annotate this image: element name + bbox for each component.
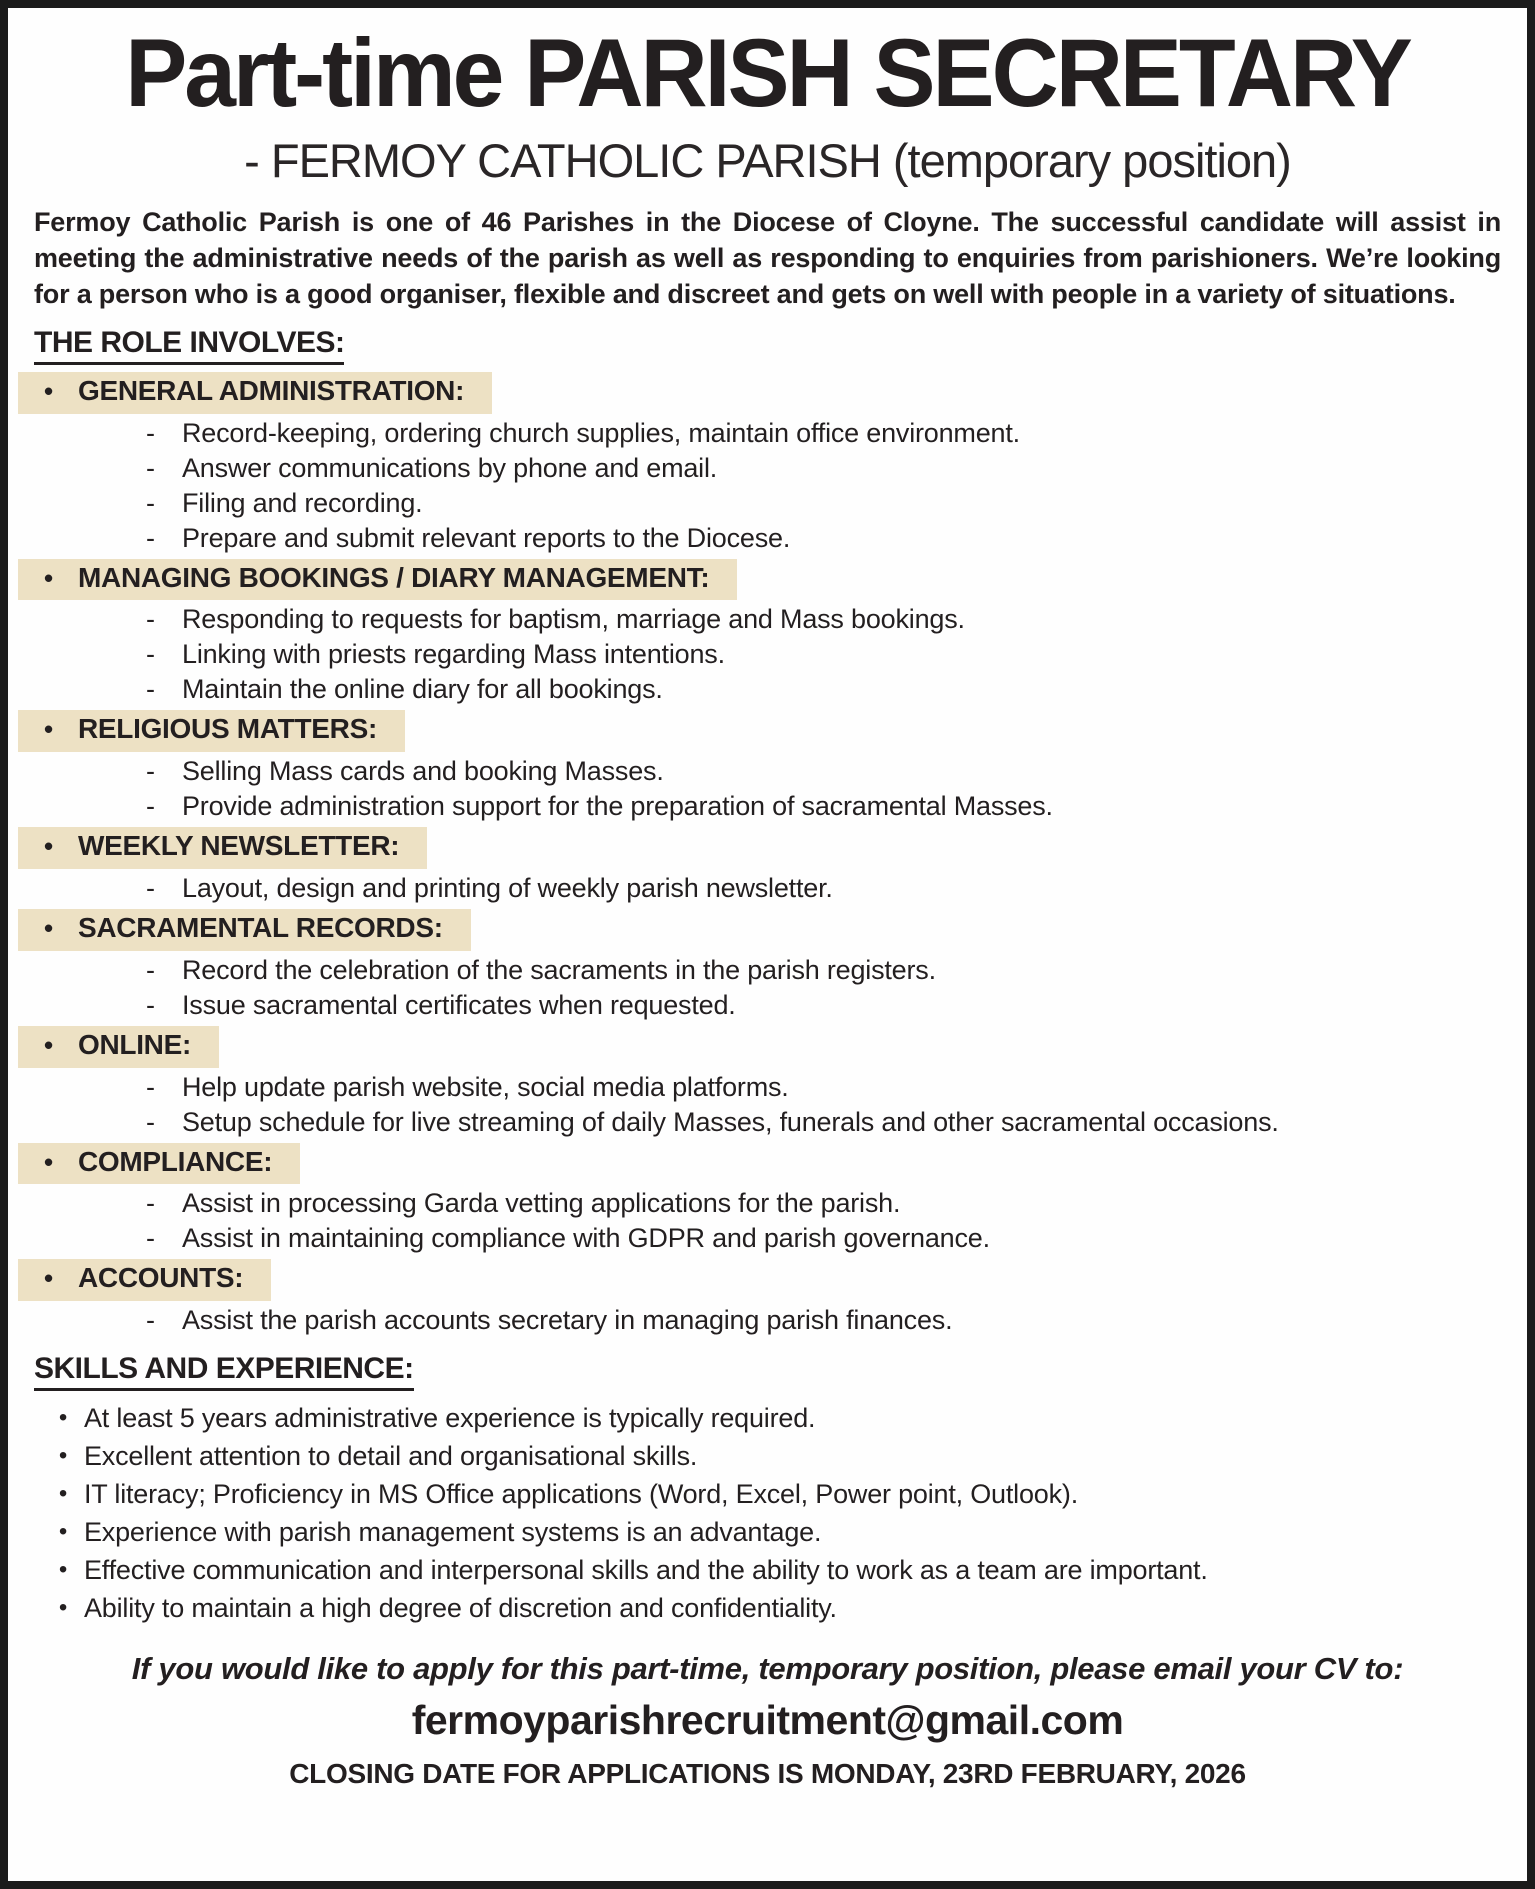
dash-icon: -	[146, 989, 155, 1020]
bullet-icon: •	[44, 1146, 53, 1177]
role-subitem	[146, 602, 1501, 637]
role-subitem	[146, 754, 1501, 789]
footer	[34, 1651, 1501, 1790]
dash-icon: -	[146, 674, 155, 705]
bullet-icon: •	[58, 1518, 68, 1546]
role-subitem	[146, 637, 1501, 672]
skills-item-text: Ability to maintain a high degree of discretion and confidentiality.	[84, 1593, 837, 1624]
bullet-icon: •	[58, 1556, 68, 1584]
role-section-label: GENERAL ADMINISTRATION:	[78, 374, 465, 406]
role-subitem-text: Record-keeping, ordering church supplies, maintain office environment.	[182, 417, 1020, 448]
dash-icon: -	[146, 1188, 155, 1219]
dash-icon: -	[146, 522, 155, 553]
role-section-label: COMPLIANCE:	[78, 1145, 273, 1177]
skills-item-text: Experience with parish management systems is an advantage.	[84, 1517, 822, 1548]
dash-icon: -	[146, 1106, 155, 1137]
bullet-icon: •	[44, 913, 53, 944]
page-title: Part-time PARISH SECRETARY	[125, 18, 1410, 127]
role-section-heading	[18, 1143, 300, 1185]
dash-icon: -	[146, 417, 155, 448]
bullet-icon: •	[44, 1029, 53, 1060]
dash-icon: -	[146, 1223, 155, 1254]
skills-item-text: Excellent attention to detail and organisational skills.	[84, 1441, 698, 1472]
role-subitem	[146, 1070, 1501, 1105]
dash-icon: -	[146, 1071, 155, 1102]
role-subitem	[146, 871, 1501, 906]
dash-icon: -	[146, 1305, 155, 1336]
application-email: fermoyparishrecruitment@gmail.com	[411, 1697, 1124, 1744]
role-section-label: MANAGING BOOKINGS / DIARY MANAGEMENT:	[78, 561, 710, 593]
role-subitem-text: Linking with priests regarding Mass intentions.	[182, 639, 725, 670]
dash-icon: -	[146, 756, 155, 787]
role-section-heading	[18, 1026, 219, 1068]
apply-instruction: If you would like to apply for this part-time, temporary position, please email your CV to:	[131, 1651, 1404, 1687]
skills-item	[42, 1399, 1501, 1437]
role-subitem-text: Layout, design and printing of weekly parish newsletter.	[182, 873, 833, 904]
role-subitem-text: Assist in maintaining compliance with GDPR and parish governance.	[182, 1223, 990, 1254]
bullet-icon: •	[44, 714, 53, 745]
skills-item-text: IT literacy; Proficiency in MS Office applications (Word, Excel, Power point, Outlook).	[84, 1479, 1078, 1510]
intro-paragraph: Fermoy Catholic Parish is one of 46 Parishes in the Diocese of Cloyne. The successful candidate will assist in meeting the administrative needs of the parish as well as responding to enquiries from parishioners. We’re looking for a person who is a good organiser, flexible and discreet and gets on well with people in a variety of situations.	[34, 206, 1501, 309]
role-subitem-text: Setup schedule for live streaming of daily Masses, funerals and other sacramental occasions.	[182, 1106, 1279, 1137]
role-section-label: RELIGIOUS MATTERS:	[78, 713, 377, 745]
role-subitem	[146, 416, 1501, 451]
bullet-icon: •	[44, 831, 53, 862]
role-subitem-text: Filing and recording.	[182, 487, 423, 518]
dash-icon: -	[146, 791, 155, 822]
role-section-heading	[18, 827, 427, 869]
bullet-icon: •	[44, 562, 53, 593]
role-subitem-text: Selling Mass cards and booking Masses.	[182, 756, 664, 787]
skills-item	[42, 1475, 1501, 1513]
role-subitem-text: Issue sacramental certificates when requested.	[182, 989, 736, 1020]
role-section-label: SACRAMENTAL RECORDS:	[78, 912, 443, 944]
role-subitem-text: Help update parish website, social media platforms.	[182, 1071, 789, 1102]
skills-item	[42, 1551, 1501, 1589]
role-subitem	[146, 451, 1501, 486]
role-section-heading	[18, 710, 405, 752]
dash-icon: -	[146, 873, 155, 904]
role-section-heading	[18, 372, 492, 414]
role-subitem	[146, 1105, 1501, 1140]
role-section-label: ONLINE:	[78, 1028, 192, 1060]
role-sections-list	[34, 369, 1501, 1338]
role-subitem-text: Prepare and submit relevant reports to the Diocese.	[182, 522, 791, 553]
bullet-icon: •	[58, 1442, 68, 1470]
skills-experience-heading: SKILLS AND EXPERIENCE:	[34, 1352, 414, 1391]
role-subitem-text: Provide administration support for the preparation of sacramental Masses.	[182, 791, 1053, 822]
role-section-label: WEEKLY NEWSLETTER:	[78, 830, 400, 862]
skills-list	[34, 1399, 1501, 1627]
skills-item	[42, 1437, 1501, 1475]
dash-icon: -	[146, 639, 155, 670]
role-section-heading	[18, 1259, 271, 1301]
role-subitem	[146, 1186, 1501, 1221]
bullet-icon: •	[58, 1480, 68, 1508]
dash-icon: -	[146, 452, 155, 483]
role-subitem	[146, 789, 1501, 824]
bullet-icon: •	[44, 1263, 53, 1294]
skills-item-text: Effective communication and interpersonal skills and the ability to work as a team are important.	[84, 1555, 1208, 1586]
role-subitem	[146, 1303, 1501, 1338]
dash-icon: -	[146, 954, 155, 985]
page-subtitle: - FERMOY CATHOLIC PARISH (temporary position)	[244, 133, 1291, 187]
skills-item	[42, 1589, 1501, 1627]
bullet-icon: •	[44, 375, 53, 406]
role-subitem-text: Responding to requests for baptism, marriage and Mass bookings.	[182, 604, 965, 635]
role-subitem	[146, 486, 1501, 521]
closing-date: CLOSING DATE FOR APPLICATIONS IS MONDAY, 23RD FEBRUARY, 2026	[289, 1758, 1246, 1790]
bullet-icon: •	[58, 1594, 68, 1622]
dash-icon: -	[146, 604, 155, 635]
role-subitem-text: Record the celebration of the sacraments in the parish registers.	[182, 954, 936, 985]
skills-item-text: At least 5 years administrative experience is typically required.	[84, 1403, 816, 1434]
role-involves-heading: THE ROLE INVOLVES:	[34, 326, 344, 365]
role-subitem-text: Assist the parish accounts secretary in managing parish finances.	[182, 1305, 953, 1336]
bullet-icon: •	[58, 1404, 68, 1432]
role-section-heading	[18, 559, 737, 601]
role-subitem-text: Answer communications by phone and email.	[182, 452, 718, 483]
role-subitem	[146, 1221, 1501, 1256]
role-subitem	[146, 672, 1501, 707]
role-subitem	[146, 988, 1501, 1023]
role-section-label: ACCOUNTS:	[78, 1262, 244, 1294]
dash-icon: -	[146, 487, 155, 518]
role-subitem-text: Assist in processing Garda vetting applications for the parish.	[182, 1188, 901, 1219]
role-subitem-text: Maintain the online diary for all bookings.	[182, 674, 663, 705]
role-section-heading	[18, 909, 471, 951]
role-subitem	[146, 953, 1501, 988]
skills-item	[42, 1513, 1501, 1551]
role-subitem	[146, 521, 1501, 556]
